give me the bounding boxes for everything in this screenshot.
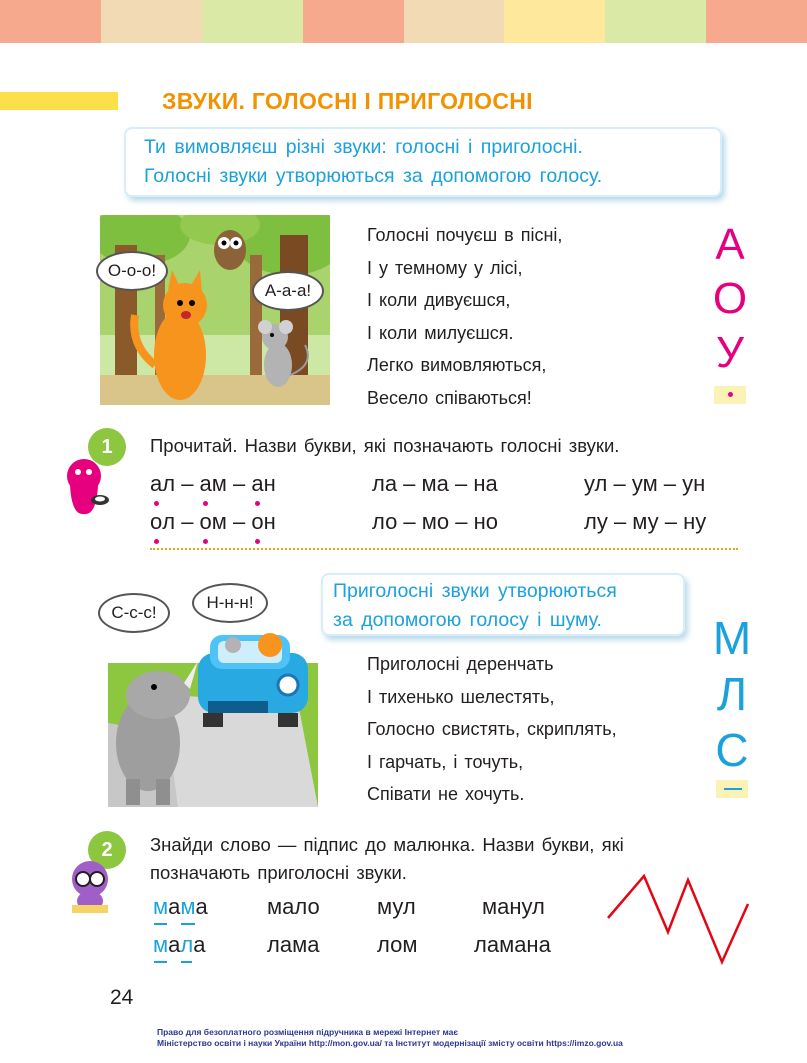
word: ламана	[474, 932, 551, 957]
poem-line: І гарчать, і точуть,	[367, 751, 524, 772]
poem-line: І коли милуєшся.	[367, 322, 514, 343]
poem-line: Голосно свистять, скриплять,	[367, 719, 617, 740]
consonant-letter: Л	[716, 668, 748, 720]
bubble-text: О-о-о!	[107, 261, 157, 280]
consonant-info-line: за допомогою голосу і шуму.	[333, 609, 602, 631]
stripe	[706, 0, 807, 43]
poem-line: Легко вимовляються,	[367, 355, 547, 376]
poem-line: Голосні почуєш в пісні,	[367, 225, 563, 245]
footer-line: Право для безоплатного розміщення підручника в мережі Інтернет має	[157, 1027, 459, 1037]
forest-illustration	[100, 215, 330, 405]
syllable-part: н	[263, 509, 276, 534]
syllable-group: ло – мо – но	[372, 509, 498, 534]
word-row-1	[0, 894, 600, 924]
stripe	[0, 0, 101, 43]
syllable-part: м –	[211, 471, 252, 496]
speech-bubble-ss	[98, 593, 170, 633]
word: мало	[267, 894, 320, 919]
page-title: ЗВУКИ. ГОЛОСНІ І ПРИГОЛОСНІ	[162, 88, 533, 114]
header-stripes	[0, 0, 807, 43]
word: лом	[377, 932, 418, 957]
stripe	[202, 0, 303, 43]
stripe	[303, 0, 404, 43]
vowel-poem	[367, 219, 562, 415]
vowel-letter-marked: о	[251, 509, 264, 534]
word: манул	[482, 894, 545, 919]
page-number: 24	[110, 986, 134, 1009]
car-illustration	[98, 583, 330, 807]
syllable-row-1	[0, 471, 807, 501]
consonant-info-line: Приголосні звуки утворюються	[333, 580, 617, 602]
section-divider	[150, 548, 738, 550]
stripe	[605, 0, 706, 43]
syllable-part: м –	[211, 509, 252, 534]
consonant-symbol	[716, 780, 748, 798]
syllable-group: ла – ма – на	[372, 471, 498, 496]
vowel-letter: О	[712, 274, 748, 323]
bubble-text: С-с-с!	[111, 603, 157, 622]
vowel-letter-marked: а	[251, 471, 264, 496]
syllable-group: лу – му – ну	[584, 509, 707, 534]
speech-bubble-nn	[192, 583, 268, 623]
vowel-letter-marked: о	[150, 509, 163, 534]
vowel-letters	[702, 218, 758, 404]
consonant-letter: М	[712, 612, 752, 664]
footer-line: Міністерство освіти і науки України http://mon.gov.ua/ та Інститут модернізації змісту освіти https://imzo.gov.ua	[157, 1038, 623, 1048]
intro-line: Голосні звуки утворюються за допомогою голосу.	[144, 165, 603, 187]
bubble-text: А-а-а!	[264, 281, 312, 300]
consonant-letter-marked: м	[153, 894, 169, 919]
poem-line: Весело співаються!	[367, 387, 532, 408]
zigzag-line	[608, 876, 748, 962]
syllable-group	[150, 471, 276, 497]
word-marked	[153, 932, 205, 958]
vowel-letter-plain: а	[168, 894, 181, 919]
consonant-letter-marked: м	[180, 894, 196, 919]
word-marked	[153, 894, 208, 920]
poem-line: І у темному у лісі,	[367, 257, 523, 278]
vowel-letter-plain: а	[195, 894, 208, 919]
footer-notice	[157, 1027, 623, 1049]
syllable-part: л –	[162, 471, 200, 496]
syllable-part: н	[263, 471, 276, 496]
broken-line-picture	[600, 870, 760, 970]
poem-line: І тихенько шелестять,	[367, 686, 555, 707]
intro-line: Ти вимовляєш різні звуки: голосні і приголосні.	[144, 136, 583, 158]
word: лама	[267, 932, 320, 957]
task2-instruction-line: Знайди слово — підпис до малюнка. Назви букви, які	[150, 834, 624, 855]
stripe	[504, 0, 605, 43]
vowel-symbol	[714, 386, 746, 404]
speech-bubble-oo	[96, 251, 168, 291]
task-number-text: 2	[101, 838, 113, 861]
title-accent-bar	[0, 92, 118, 110]
word-row-2	[0, 932, 600, 962]
vowel-letter-marked: а	[150, 471, 163, 496]
stripe	[101, 0, 202, 43]
speech-bubble-aa	[252, 271, 324, 311]
bubble-text: Н-н-н!	[206, 593, 254, 612]
task2-instruction-line: позначають приголосні звуки.	[150, 862, 407, 883]
syllable-row-2	[0, 509, 807, 539]
poem-line: Співати не хочуть.	[367, 784, 525, 805]
poem-line: Приголосні деренчать	[367, 654, 554, 674]
consonant-letter-marked: л	[180, 932, 194, 957]
syllable-part: л –	[162, 509, 200, 534]
vowel-letter-marked: а	[199, 471, 212, 496]
consonant-info-box	[321, 573, 685, 636]
consonant-letter: С	[715, 724, 749, 776]
task-number-text: 1	[101, 435, 113, 458]
consonant-letters	[702, 610, 762, 798]
task1-instruction: Прочитай. Назви букви, які позначають голосні звуки.	[150, 435, 620, 456]
consonant-poem	[367, 648, 617, 811]
poem-line: І коли дивуєшся,	[367, 290, 511, 311]
word: мул	[377, 894, 416, 919]
vowel-letter: А	[715, 220, 745, 269]
consonant-letter-marked: м	[153, 932, 169, 957]
syllable-group	[150, 509, 276, 535]
syllable-group: ул – ум – ун	[584, 471, 706, 496]
vowel-letter: У	[716, 328, 744, 377]
intro-box	[124, 127, 722, 197]
vowel-letter-plain: а	[168, 932, 181, 957]
vowel-letter-marked: о	[199, 509, 212, 534]
stripe	[404, 0, 505, 43]
vowel-letter-plain: а	[193, 932, 206, 957]
